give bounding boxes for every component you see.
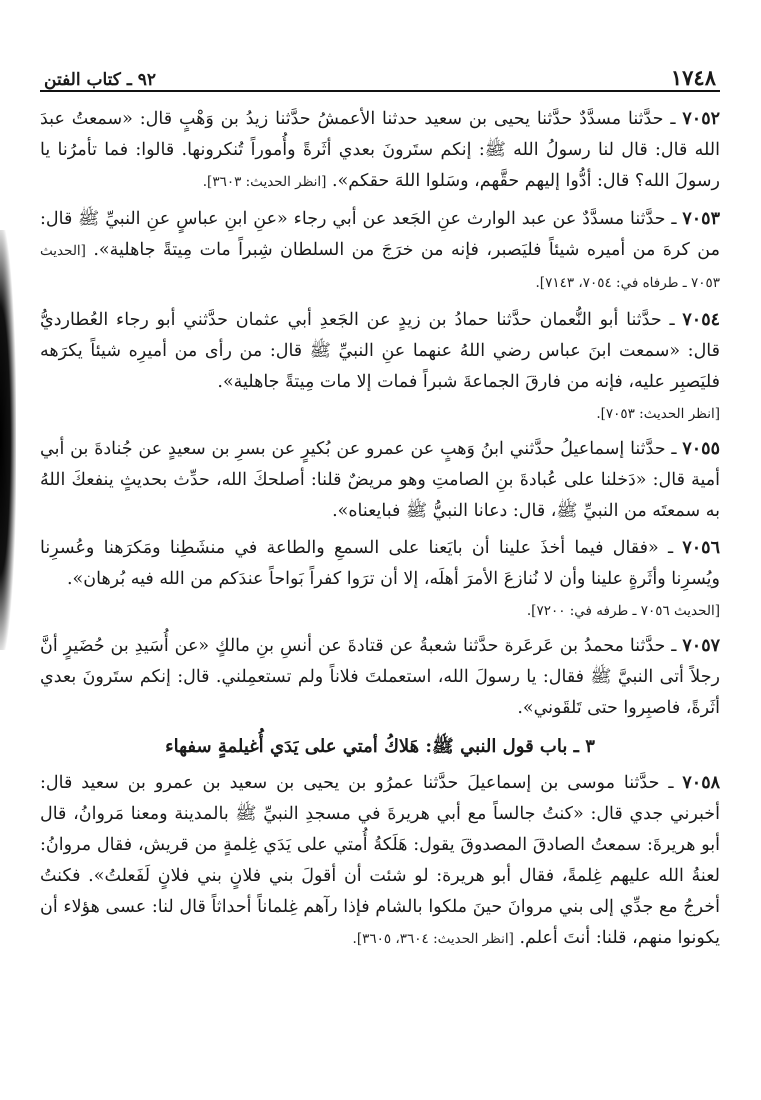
hadith-text: حدَّثنا إسماعيلُ حدَّثني ابنُ وَهبٍ عن عمرو عن بُكيرٍ عن بسرِ بن سعيدٍ عن جُنادةَ بن أبي أمية قال: «دَخلنا على عُبادةَ بنِ الصامتِ وهو مريضٌ قلنا: أصلحكَ الله، حدِّث بحديثٍ ينفعكَ اللهُ به سمعتَه من النبيِّ ﷺ، قال: دعانا النبيُّ ﷺ فبايعناه». xyxy=(40,439,720,521)
book-title: ٩٢ ـ كتاب الفتن xyxy=(44,70,156,90)
chapter-heading: ٣ ـ باب قول النبي ﷺ: هَلاكُ أمتي على يَدَي أُغيلمةٍ سفهاء xyxy=(165,736,595,757)
hadith-reference: [انظر الحديث: ٣٦٠٣]. xyxy=(202,174,327,190)
hadith-number: ٧٠٥٧ xyxy=(682,636,720,656)
page-header xyxy=(40,58,720,92)
hadith-number: ٧٠٥٤ xyxy=(682,310,720,330)
hadith-number: ٧٠٥٢ xyxy=(682,109,720,129)
hadith-7053: ٧٠٥٣ ـ حدَّثنا مسدَّدٌ عن عبد الوارث عنِ الجَعد عن أبي رجاء «عنِ ابنِ عباسٍ عنِ النبيِّ ﷺ قال: من كرهَ من أميره شيئاً فليَصبر، فإنه من خرَجَ من السلطان شِبراً مات مِيتةً جاهلية». [الحديث ٧٠٥٣ ـ طرفاه في: ٧٠٥٤، ٧١٤٣]. xyxy=(40,209,720,291)
hadith-reference: [انظر الحديث: ٣٦٠٤، ٣٦٠٥]. xyxy=(352,931,514,947)
scan-shadow-edge xyxy=(0,230,16,650)
hadith-7054: ٧٠٥٤ ـ حدَّثنا أبو النُّعمان حدَّثنا حمادُ بن زيدٍ عن الجَعدِ أبي عثمان حدَّثني أبو رجاء العُطارديُّ قال: «سمعت ابنَ عباس رضي اللهُ عنهما عنِ النبيِّ ﷺ قال: من رأى من أميرِه شيئاً يكرَهه فليَصبِر عليه، فإنه من فارقَ الجماعةَ شبراً فمات إلا مات مِيتةً جاهلية». xyxy=(40,310,720,392)
hadith-text: حدَّثنا مسدَّدٌ حدَّثنا يحيى بن سعيد حدثنا الأعمشُ حدَّثنا زيدُ بن وَهْبٍ قال: «سمعتُ عبدَ الله قال: قال لنا رسولُ الله ﷺ: إنكم ستَرونَ بعدي أثَرةً وأُموراً تُنكرونها. قالوا: فما تأمرُنا يا رسولَ الله؟ قال: أدُّوا إليهم حقَّهم، وسَلوا اللهَ حقكم». xyxy=(40,109,720,191)
hadith-7058: ٧٠٥٨ ـ حدَّثنا موسى بن إسماعيلَ حدَّثنا عمرُو بن يحيى بن سعيد بن عمرو بن سعيد قال: أخبرني جدي قال: «كنتُ جالساً مع أبي هريرةَ في مسجدِ النبيِّ ﷺ بالمدينة ومعنا مَروانُ، قال أبو هريرةَ: سمعتُ الصادقَ المصدوقَ يقول: هَلَكةُ أُمتي على يَدَي غِلمةٍ من قريش، فقال مروانُ: لعنةُ الله عليهم غِلمةً، فقال أبو هريرة: لو شئت أن أقولَ بني فلانٍ بني فلانٍ لَفَعلتُ». فكنتُ أخرجُ مع جدِّي إلى بني مروانَ حينَ ملكوا بالشام فإذا رآهم غِلماناً أحداثاً قال لنا: عسى هؤلاء أن يكونوا منهم، قلنا: أنتَ أعلم. [انظر الحديث: ٣٦٠٤، ٣٦٠٥]. xyxy=(40,773,720,948)
hadith-7056: ٧٠٥٦ ـ «فقال فيما أخذَ علينا أن بايَعنا على السمعِ والطاعة في منشَطِنا ومَكرَهنا وعُسرِنا ويُسرِنا وأثَرةٍ علينا وأن لا نُنازعَ الأمرَ أهلَه، إلا أن ترَوا كفراً بَواحاً عندَكم من الله فيه بُرهان». xyxy=(40,538,720,589)
hadith-reference: [انظر الحديث: ٧٠٥٣]. xyxy=(596,406,720,422)
book-page xyxy=(40,58,720,961)
hadith-text: حدَّثنا موسى بن إسماعيلَ حدَّثنا عمرُو بن يحيى بن سعيد بن عمرو بن سعيد قال: أخبرني جدي قال: «كنتُ جالساً مع أبي هريرةَ في مسجدِ النبيِّ ﷺ بالمدينة ومعنا مَروانُ، قال أبو هريرةَ: سمعتُ الصادقَ المصدوقَ يقول: هَلَكةُ أُمتي على يَدَي غِلمةٍ من قريش، فقال مروانُ: لعنةُ الله عليهم غِلمةً، فقال أبو هريرة: لو شئت أن أقولَ بني فلانٍ بني فلانٍ لَفَعلتُ». فكنتُ أخرجُ مع جدِّي إلى بني مروانَ حينَ ملكوا بالشام فإذا رآهم غِلماناً أحداثاً قال لنا: عسى هؤلاء أن يكونوا منهم، قلنا: أنتَ أعلم. xyxy=(40,773,720,948)
hadith-text: حدَّثنا محمدُ بن عَرعَرة حدَّثنا شعبةُ عن قتادةَ عن أنسِ بنِ مالكٍ «عن أُسَيدِ بن حُضَيرٍ أنَّ رجلاً أتى النبيَّ ﷺ فقال: يا رسولَ الله، استعملتَ فلاناً ولم تستعمِلني. قال: إنكم ستَرونَ بعدي أثَرةً، فاصبِروا حتى تَلقَوني». xyxy=(40,636,720,718)
hadith-reference: [الحديث ٧٠٥٦ ـ طرفه في: ٧٢٠٠]. xyxy=(526,603,720,619)
hadith-number: ٧٠٥٣ xyxy=(682,209,720,229)
hadith-number: ٧٠٥٦ xyxy=(682,538,720,558)
hadith-text: حدَّثنا أبو النُّعمان حدَّثنا حمادُ بن زيدٍ عن الجَعدِ أبي عثمان حدَّثني أبو رجاء العُطارديُّ قال: «سمعت ابنَ عباس رضي اللهُ عنهما عنِ النبيِّ ﷺ قال: من رأى من أميرِه شيئاً يكرَهه فليَصبِر عليه، فإنه من فارقَ الجماعةَ شبراً فمات إلا مات مِيتةً جاهلية». xyxy=(40,310,720,392)
hadith-7055: ٧٠٥٥ ـ حدَّثنا إسماعيلُ حدَّثني ابنُ وَهبٍ عن عمرو عن بُكيرٍ عن بسرِ بن سعيدٍ عن جُنادةَ بن أبي أمية قال: «دَخلنا على عُبادةَ بنِ الصامتِ وهو مريضٌ قلنا: أصلحكَ الله، حدِّث بحديثٍ ينفعكَ اللهُ به سمعتَه من النبيِّ ﷺ، قال: دعانا النبيُّ ﷺ فبايعناه». xyxy=(40,439,720,521)
hadith-text: «فقال فيما أخذَ علينا أن بايَعنا على السمعِ والطاعة في منشَطِنا ومَكرَهنا وعُسرِنا ويُسرِنا وأثَرةٍ علينا وأن لا نُنازعَ الأمرَ أهلَه، إلا أن ترَوا كفراً بَواحاً عندَكم من الله فيه بُرهان». xyxy=(40,538,720,589)
page-content xyxy=(40,104,720,955)
hadith-7057: ٧٠٥٧ ـ حدَّثنا محمدُ بن عَرعَرة حدَّثنا شعبةُ عن قتادةَ عن أنسِ بنِ مالكٍ «عن أُسَيدِ بن حُضَيرٍ أنَّ رجلاً أتى النبيَّ ﷺ فقال: يا رسولَ الله، استعملتَ فلاناً ولم تستعمِلني. قال: إنكم ستَرونَ بعدي أثَرةً، فاصبِروا حتى تَلقَوني». xyxy=(40,636,720,718)
hadith-reference: [الحديث ٧٠٥٣ ـ طرفاه في: ٧٠٥٤، ٧١٤٣]. xyxy=(40,243,720,291)
hadith-number: ٧٠٥٥ xyxy=(682,439,720,459)
hadith-number: ٧٠٥٨ xyxy=(682,773,720,793)
hadith-text: حدَّثنا مسدَّدٌ عن عبد الوارث عنِ الجَعد عن أبي رجاء «عنِ ابنِ عباسٍ عنِ النبيِّ ﷺ قال: من كرهَ من أميره شيئاً فليَصبر، فإنه من خرَجَ من السلطان شِبراً مات مِيتةً جاهلية». xyxy=(40,209,720,260)
hadith-7052: ٧٠٥٢ ـ حدَّثنا مسدَّدٌ حدَّثنا يحيى بن سعيد حدثنا الأعمشُ حدَّثنا زيدُ بن وَهْبٍ قال: «سمعتُ عبدَ الله قال: قال لنا رسولُ الله ﷺ: إنكم ستَرونَ بعدي أثَرةً وأُموراً تُنكرونها. قالوا: فما تأمرُنا يا رسولَ الله؟ قال: أدُّوا إليهم حقَّهم، وسَلوا اللهَ حقكم». [انظر الحديث: ٣٦٠٣]. xyxy=(40,109,720,191)
page-number: ١٧٤٨ xyxy=(670,65,716,90)
